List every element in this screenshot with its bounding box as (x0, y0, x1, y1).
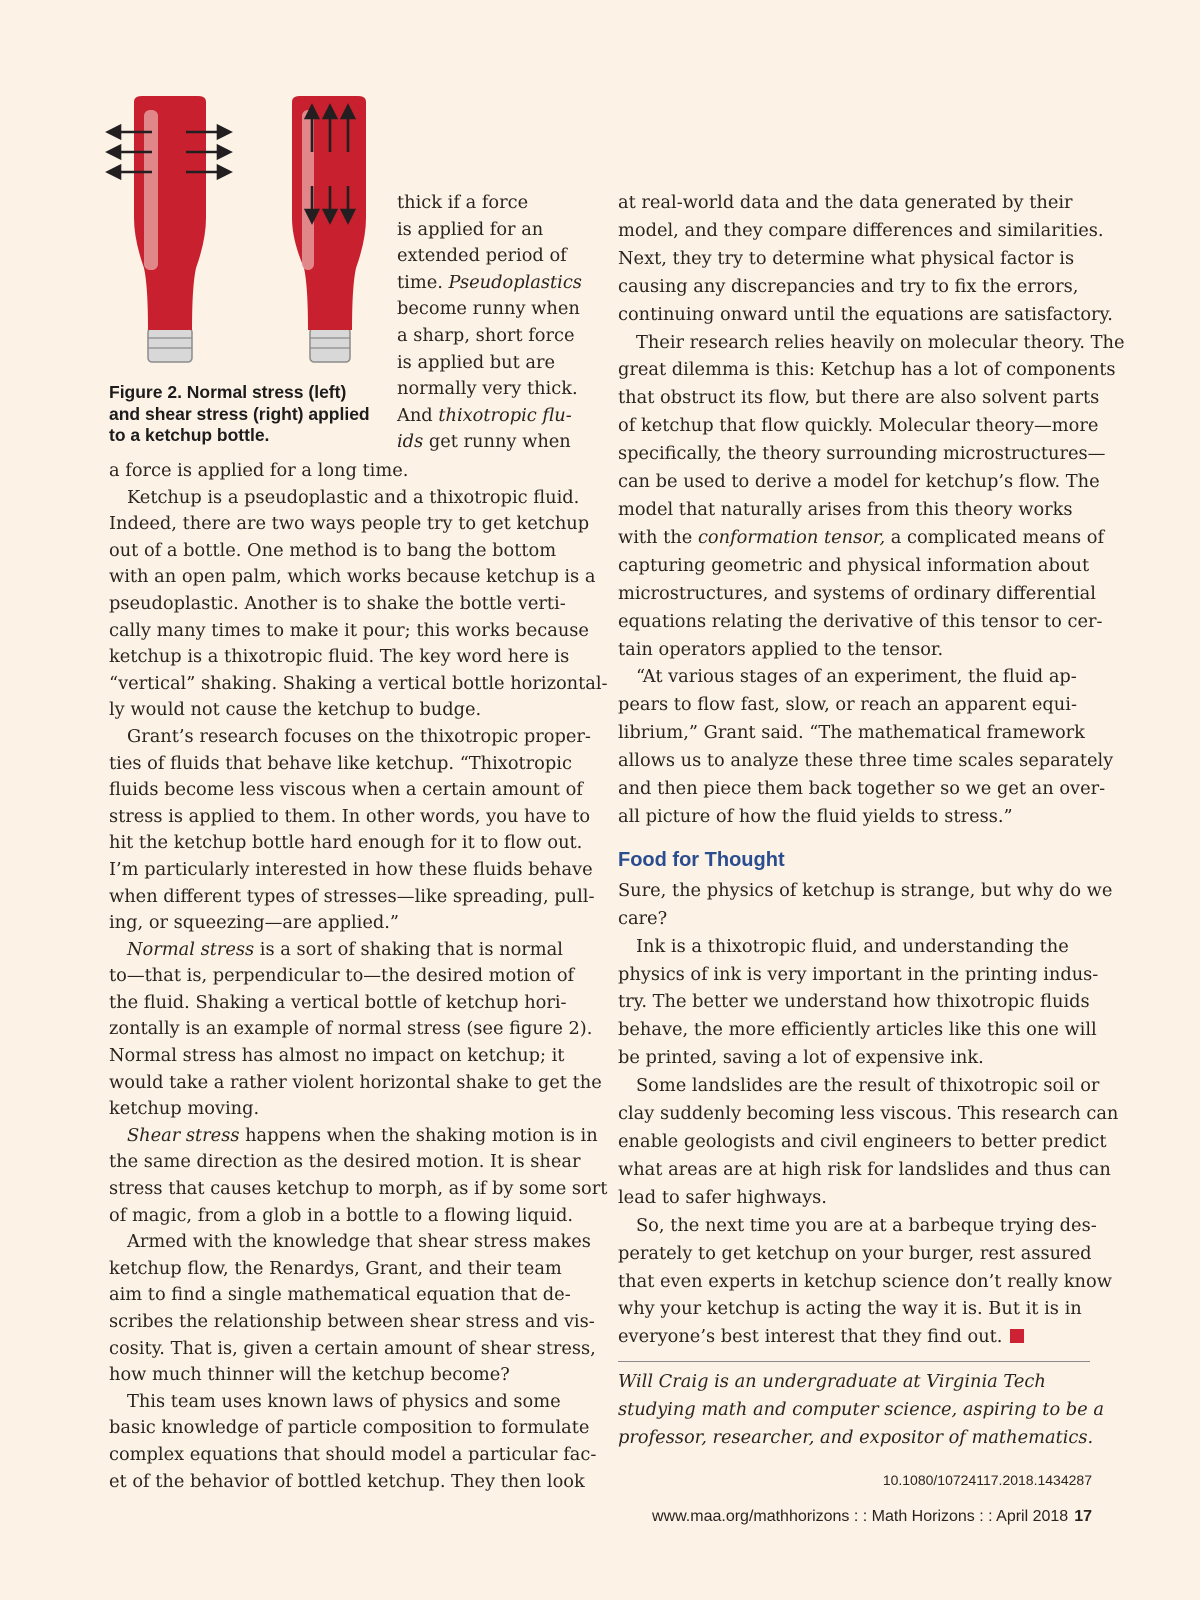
text-line: care? (618, 907, 668, 929)
footer-text: www.maa.org/mathhorizons : : Math Horizons : : April 2018 (652, 1508, 1069, 1525)
left-bottle (134, 96, 206, 362)
text-line: professor, researcher, and expositor of mathematics. (618, 1427, 1094, 1449)
text-line: “At various stages of an experiment, the fluid ap- (636, 666, 1077, 688)
text-line: Normal stress has almost no impact on ketchup; it (109, 1045, 565, 1067)
divider (618, 1361, 1090, 1362)
text-line: allows us to analyze these three time scales separately (618, 750, 1114, 772)
text-line: lead to safer highways. (618, 1186, 827, 1208)
text-line: specifically, the theory surrounding microstructures— (618, 443, 1106, 465)
text-line: et of the behavior of bottled ketchup. They then look (109, 1470, 585, 1492)
text-line: that obstruct its flow, but there are also solvent parts (618, 387, 1100, 409)
text-line: the fluid. Shaking a vertical bottle of ketchup hori- (109, 991, 567, 1013)
text-line: stress is applied to them. In other words, you have to (109, 805, 591, 827)
text-line: a sharp, short force (397, 324, 575, 346)
text-line: extended period of (397, 245, 567, 267)
text-line: behave, the more efficiently articles like this one will (618, 1019, 1097, 1041)
text-line: is applied for an (397, 218, 544, 240)
paragraph (109, 485, 608, 724)
text-line: ing, or squeezing—are applied.” (109, 912, 400, 934)
text-line: studying math and computer science, aspiring to be a (618, 1399, 1104, 1421)
text-line: Their research relies heavily on molecular theory. The (636, 331, 1125, 353)
text-line: causing any discrepancies and try to fix the errors, (618, 275, 1079, 297)
text-line: out of a bottle. One method is to bang the bottom (109, 539, 557, 561)
text-line: Grant’s research focuses on the thixotropic proper- (127, 725, 591, 747)
paragraph (618, 877, 1113, 933)
text-line: everyone’s best interest that they find out. (618, 1323, 1090, 1351)
text-line: be printed, saving a lot of expensive ink. (618, 1047, 984, 1069)
paragraph (618, 1072, 1119, 1212)
figure-caption: Figure 2. Normal stress (left) and shear stress (right) applied to a ketchup bottle. (109, 382, 370, 445)
paragraph (618, 1212, 1112, 1352)
end-mark-icon (1010, 1329, 1024, 1343)
text-line: ties of fluids that behave like ketchup. “Thixotropic (109, 752, 572, 774)
text-line: of ketchup that flow quickly. Molecular theory—more (618, 415, 1099, 437)
paragraph (109, 1123, 608, 1229)
text-line: Armed with the knowledge that shear stress makes (127, 1231, 591, 1253)
text-line: what areas are at high risk for landslides and thus can (618, 1158, 1111, 1180)
text-line: fluids become less viscous when a certain amount of (109, 779, 583, 801)
text-line: is applied but are (397, 351, 556, 373)
text-line: when different types of stresses—like spreading, pull- (109, 885, 595, 907)
text-line: with the conformation tensor, a complicated means of (618, 526, 1105, 548)
text-line: equations relating the derivative of this tensor to cer- (618, 610, 1103, 632)
paragraph (109, 1389, 597, 1495)
text-line: that even experts in ketchup science don’t really know (618, 1270, 1112, 1292)
text-line: the same direction as the desired motion. It is shear (109, 1151, 581, 1173)
text-line: stress that causes ketchup to morph, as if by some sort (109, 1178, 608, 1200)
text-line: Ketchup is a pseudoplastic and a thixotropic fluid. (127, 486, 580, 508)
text-line: complex equations that should model a particular fac- (109, 1443, 597, 1465)
text-line: ketchup moving. (109, 1098, 260, 1120)
text-line: basic knowledge of particle composition to formulate (109, 1417, 590, 1439)
text-line: Some landslides are the result of thixotropic soil or (636, 1075, 1100, 1097)
doi: 10.1080/10724117.2018.1434287 (882, 1472, 1092, 1488)
text-line: to—that is, perpendicular to—the desired motion of (109, 965, 575, 987)
text-line: ly would not cause the ketchup to budge. (109, 699, 482, 721)
text-line: scribes the relationship between shear stress and vis- (109, 1311, 595, 1332)
text-line: continuing onward until the equations are satisfactory. (618, 303, 1113, 325)
text-line: can be used to derive a model for ketchup’s flow. The (618, 471, 1100, 493)
text-line: and then piece them back together so we get an over- (618, 778, 1106, 800)
text-line: “vertical” shaking. Shaking a vertical bottle horizontal- (109, 672, 608, 694)
text-line: Normal stress is a sort of shaking that is normal (127, 938, 563, 960)
text-line: cosity. That is, given a certain amount of shear stress, (109, 1337, 596, 1359)
paragraph (109, 724, 595, 937)
text-line: time. Pseudoplastics (397, 271, 582, 293)
text-line: try. The better we understand how thixotropic fluids (618, 991, 1090, 1013)
text-line: Ink is a thixotropic fluid, and understanding the (636, 935, 1069, 957)
text-line: This team uses known laws of physics and some (127, 1390, 561, 1412)
text-line: cally many times to make it pour; this works because (109, 619, 589, 641)
text-line: microstructures, and systems of ordinary differential (618, 582, 1096, 604)
text-line: would take a rather violent horizontal shake to get the (109, 1071, 602, 1093)
text-line: hit the ketchup bottle hard enough for it to flow out. (109, 832, 583, 854)
author-bio (618, 1368, 1104, 1452)
text-line: model that naturally arises from this theory works (618, 498, 1073, 520)
text-line: how much thinner will the ketchup become? (109, 1364, 510, 1386)
text-line: tain operators applied to the tensor. (618, 638, 944, 660)
text-line: a force is applied for a long time. (109, 460, 409, 481)
text-line: of magic, from a glob in a bottle to a flowing liquid. (109, 1204, 574, 1226)
right-column (618, 189, 1125, 1452)
text-line: Will Craig is an undergraduate at Virginia Tech (618, 1371, 1046, 1393)
bottles-illustration (100, 90, 400, 380)
text-line: pseudoplastic. Another is to shake the bottle verti- (109, 592, 566, 614)
paragraph (618, 933, 1099, 1073)
text-line: clay suddenly becoming less viscous. This research can (618, 1103, 1119, 1125)
text-line: ids get runny when (397, 431, 571, 453)
page-footer (560, 1508, 1092, 1526)
text-line: aim to find a single mathematical equation that de- (109, 1284, 571, 1306)
text-line: become runny when (397, 298, 580, 320)
text-line: normally very thick. (397, 378, 578, 400)
text-line: Shear stress happens when the shaking motion is in (127, 1124, 598, 1146)
text-line: capturing geometric and physical information about (618, 554, 1090, 576)
text-line: at real-world data and the data generated by their (618, 192, 1073, 213)
text-line: librium,” Grant said. “The mathematical framework (618, 722, 1085, 744)
text-line: ketchup is a thixotropic fluid. The key word here is (109, 646, 570, 668)
text-line: And thixotropic flu- (397, 404, 572, 426)
text-line: model, and they compare differences and similarities. (618, 219, 1104, 241)
page-number: 17 (1074, 1508, 1092, 1525)
text-line: why your ketchup is acting the way it is. But it is in (618, 1298, 1082, 1320)
text-line: pears to flow fast, slow, or reach an apparent equi- (618, 694, 1077, 716)
paragraph (109, 937, 602, 1123)
text-line: all picture of how the fluid yields to stress.” (618, 805, 1013, 827)
paragraph (618, 663, 1114, 830)
text-line: zontally is an example of normal stress (see figure 2). (109, 1018, 593, 1040)
ketchup-bottle-figure (100, 90, 400, 380)
text-line: great dilemma is this: Ketchup has a lot of components (618, 359, 1116, 381)
paragraph (618, 329, 1125, 664)
text-line: So, the next time you are at a barbeque trying des- (636, 1214, 1097, 1236)
text-line: Indeed, there are two ways people try to get ketchup (109, 513, 590, 535)
paragraph (109, 1229, 596, 1389)
text-line: physics of ink is very important in the printing indus- (618, 963, 1099, 985)
text-line: perately to get ketchup on your burger, rest assured (618, 1242, 1092, 1264)
left-column (109, 458, 608, 1495)
text-line: thick if a force (397, 192, 529, 213)
text-line: Sure, the physics of ketchup is strange, but why do we (618, 879, 1113, 901)
section-heading: Food for Thought (618, 848, 785, 871)
text-line: ketchup flow, the Renardys, Grant, and their team (109, 1257, 562, 1279)
text-line: Next, they try to determine what physical factor is (618, 247, 1075, 269)
figure-wrap-text (397, 190, 592, 456)
text-line: I’m particularly interested in how these fluids behave (109, 858, 593, 880)
text-line: enable geologists and civil engineers to better predict (618, 1131, 1107, 1152)
paragraph (618, 189, 1113, 329)
text-line: with an open palm, which works because ketchup is a (109, 566, 596, 588)
